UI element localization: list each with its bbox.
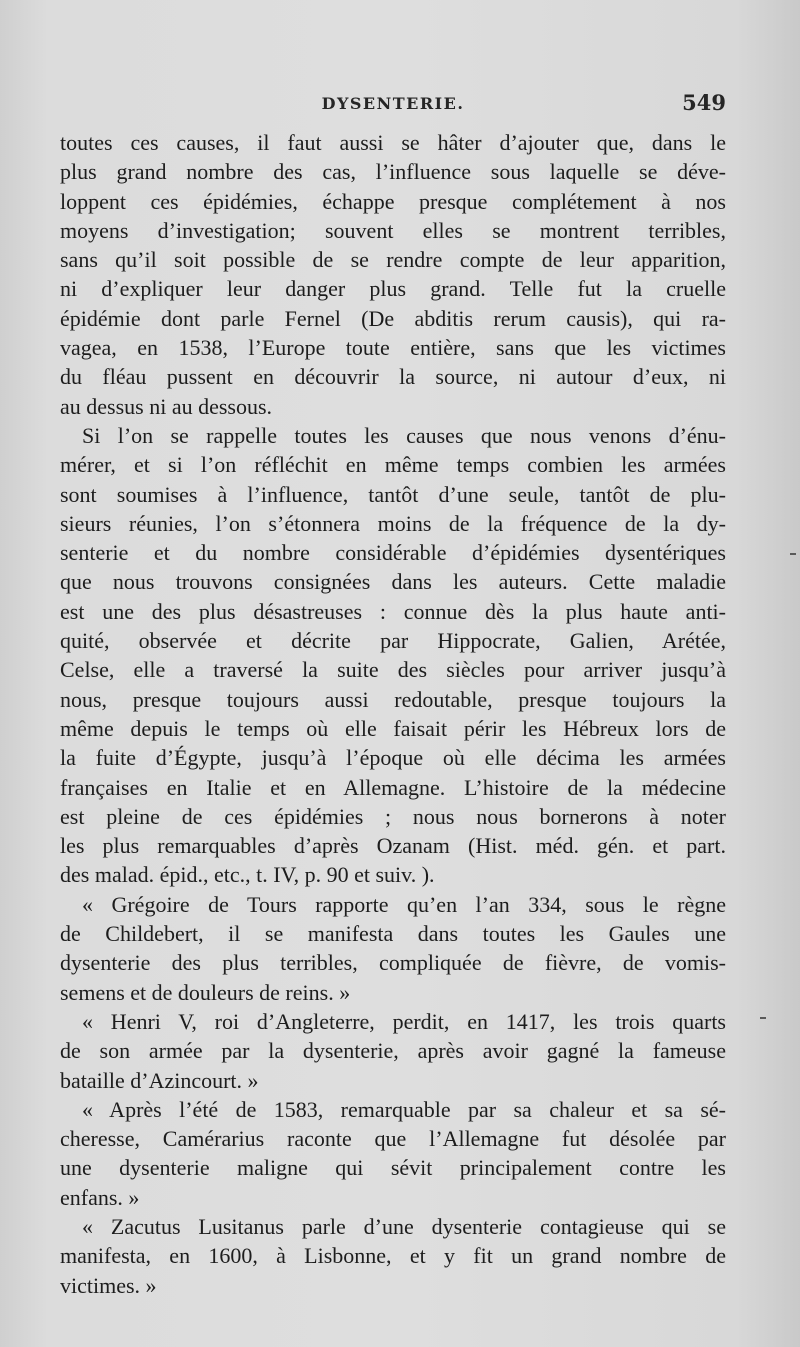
paragraph-4: [60, 1007, 726, 1095]
running-title: DYSENTERIE.: [321, 94, 465, 113]
text-line: « Zacutus Lusitanus parle d’une dysenterie contagieuse qui se: [82, 1213, 726, 1239]
text-line: loppent ces épidémies, échappe presque complétement à nos: [60, 188, 726, 214]
text-line: même depuis le temps où elle faisait périr les Hébreux lors de: [60, 715, 726, 741]
text-line: la fuite d’Égypte, jusqu’à l’époque où elle décima les armées: [60, 745, 726, 771]
text-line: senterie et du nombre considérable d’épidémies dysentériques: [60, 540, 726, 566]
text-line: quité, observée et décrite par Hippocrate, Galien, Arétée,: [60, 628, 726, 654]
paragraph-3: [60, 890, 726, 1007]
text-line: dysenterie des plus terribles, compliquée de fièvre, de vomis-: [60, 950, 726, 976]
paragraph-2: [60, 421, 726, 890]
text-line: sans qu’il soit possible de se rendre compte de leur apparition,: [60, 247, 726, 273]
text-line: de son armée par la dysenterie, après avoir gagné la fameuse: [60, 1038, 726, 1064]
text-line: plus grand nombre des cas, l’influence sous laquelle se déve-: [60, 159, 726, 185]
text-line: enfans. »: [60, 1184, 140, 1210]
text-line: vagea, en 1538, l’Europe toute entière, sans que les victimes: [60, 335, 726, 361]
text-line: sont soumises à l’influence, tantôt d’une seule, tantôt de plu-: [60, 481, 726, 507]
text-line: épidémie dont parle Fernel (De abditis rerum causis), qui ra-: [60, 305, 726, 331]
paragraph-6: [60, 1212, 726, 1300]
text-line: manifesta, en 1600, à Lisbonne, et y fit un grand nombre de: [60, 1243, 726, 1269]
body-text: [60, 128, 726, 1300]
text-line: de Childebert, il se manifesta dans toutes les Gaules une: [60, 921, 726, 947]
text-line: bataille d’Azincourt. »: [60, 1067, 259, 1093]
scan-speck: [790, 553, 796, 555]
paragraph-1: [60, 128, 726, 421]
scan-speck: [760, 1017, 766, 1019]
text-line: Si l’on se rappelle toutes les causes que nous venons d’énu-: [82, 422, 726, 448]
text-line: nous, presque toujours aussi redoutable, presque toujours la: [60, 686, 726, 712]
text-line: cheresse, Camérarius raconte que l’Allemagne fut désolée par: [60, 1126, 726, 1152]
text-line: « Henri V, roi d’Angleterre, perdit, en 1417, les trois quarts: [82, 1008, 726, 1034]
text-line: semens et de douleurs de reins. »: [60, 979, 351, 1005]
text-line: au dessus ni au dessous.: [60, 393, 273, 419]
page-number: 549: [682, 90, 726, 115]
text-line: « Grégoire de Tours rapporte qu’en l’an 334, sous le règne: [82, 891, 726, 917]
text-line: sieurs réunies, l’on s’étonnera moins de la fréquence de la dy-: [60, 510, 726, 536]
text-line: victimes. »: [60, 1272, 157, 1298]
text-line: des malad. épid., etc., t. IV, p. 90 et suiv. ).: [60, 862, 435, 888]
page-header: [60, 90, 726, 124]
text-line: que nous trouvons consignées dans les auteurs. Cette maladie: [60, 569, 726, 595]
text-line: françaises en Italie et en Allemagne. L’histoire de la médecine: [60, 774, 726, 800]
text-line: mérer, et si l’on réfléchit en même temps combien les armées: [60, 452, 726, 478]
text-line: toutes ces causes, il faut aussi se hâter d’ajouter que, dans le: [60, 130, 726, 155]
text-line: « Après l’été de 1583, remarquable par sa chaleur et sa sé-: [82, 1096, 726, 1122]
text-line: une dysenterie maligne qui sévit principalement contre les: [60, 1155, 726, 1181]
text-line: est une des plus désastreuses : connue dès la plus haute anti-: [60, 598, 726, 624]
text-line: moyens d’investigation; souvent elles se montrent terribles,: [60, 217, 726, 243]
text-line: Celse, elle a traversé la suite des siècles pour arriver jusqu’à: [60, 657, 726, 683]
text-line: les plus remarquables d’après Ozanam (Hist. méd. gén. et part.: [60, 833, 726, 859]
text-line: du fléau pussent en découvrir la source, ni autour d’eux, ni: [60, 364, 726, 390]
paragraph-5: [60, 1095, 726, 1212]
text-line: ni d’expliquer leur danger plus grand. Telle fut la cruelle: [60, 276, 726, 302]
text-line: est pleine de ces épidémies ; nous nous bornerons à noter: [60, 803, 726, 829]
